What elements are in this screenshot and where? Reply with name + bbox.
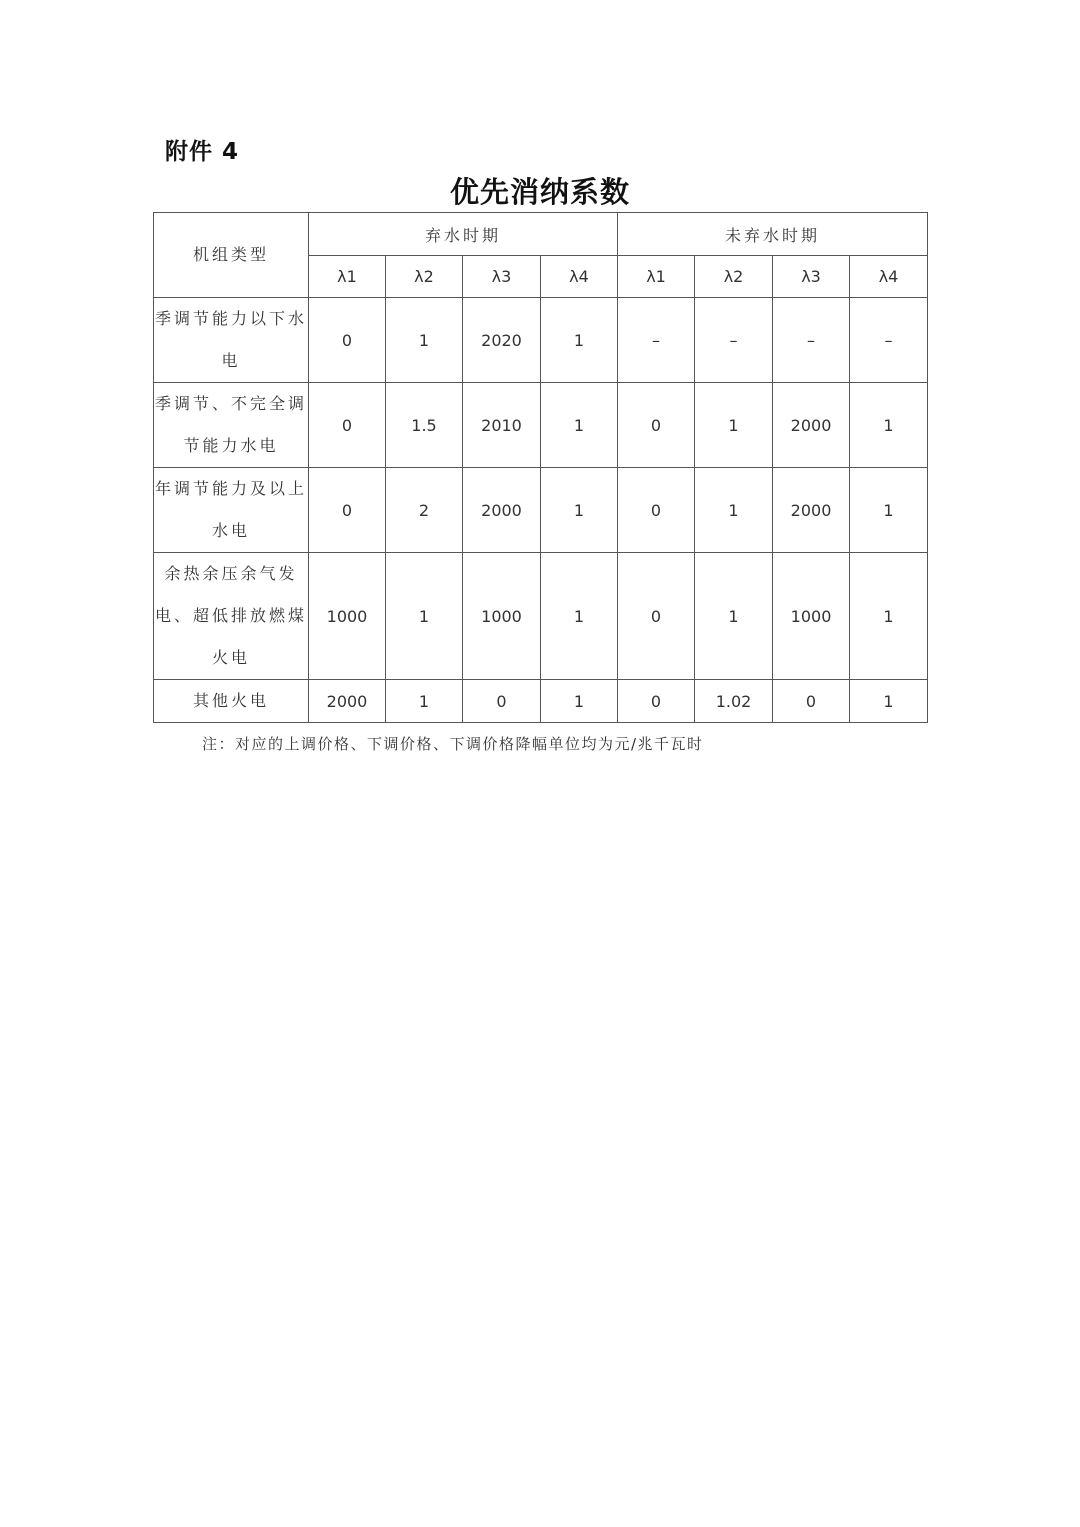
table-cell: 1 [695, 553, 773, 680]
lambda-header: λ4 [541, 256, 618, 298]
table-cell: 1000 [309, 553, 386, 680]
lambda-header: λ2 [386, 256, 463, 298]
table-group-header-row [154, 213, 928, 256]
table-cell: 1 [541, 383, 618, 468]
table-row [154, 298, 928, 383]
table-cell: 1 [541, 468, 618, 553]
table-cell: 1 [386, 298, 463, 383]
table-cell: 0 [618, 553, 695, 680]
lambda-header: λ3 [773, 256, 850, 298]
table-cell: 1 [850, 680, 928, 723]
unit-type-cell: 余热余压余气发电、超低排放燃煤火电 [154, 553, 309, 680]
table-cell: 1 [850, 383, 928, 468]
priority-coefficient-table [153, 212, 928, 723]
unit-type-header: 机组类型 [154, 213, 309, 298]
table-cell: 2000 [773, 383, 850, 468]
table-cell: 2000 [463, 468, 541, 553]
table-cell: – [850, 298, 928, 383]
table-cell: 0 [618, 680, 695, 723]
group-header-non-spill-period: 未弃水时期 [618, 213, 928, 256]
table-cell: 2000 [773, 468, 850, 553]
lambda-header: λ2 [695, 256, 773, 298]
lambda-header: λ4 [850, 256, 928, 298]
table-cell: 1 [541, 680, 618, 723]
table-cell: 0 [309, 298, 386, 383]
table-cell: 2020 [463, 298, 541, 383]
table-note: 注：对应的上调价格、下调价格、下调价格降幅单位均为元/兆千瓦时 [202, 735, 704, 753]
table-cell: 2010 [463, 383, 541, 468]
unit-type-cell: 季调节、不完全调节能力水电 [154, 383, 309, 468]
lambda-header: λ1 [309, 256, 386, 298]
table-cell: – [773, 298, 850, 383]
unit-type-cell: 年调节能力及以上水电 [154, 468, 309, 553]
document-title: 优先消纳系数 [449, 175, 630, 209]
table-cell: 0 [773, 680, 850, 723]
table-cell: 0 [463, 680, 541, 723]
table-cell: 2000 [309, 680, 386, 723]
table-cell: 1 [850, 468, 928, 553]
table-cell: 1.02 [695, 680, 773, 723]
table-cell: 1 [541, 553, 618, 680]
table-cell: 1 [695, 468, 773, 553]
table-cell: 0 [618, 468, 695, 553]
unit-type-cell: 其他火电 [154, 680, 309, 723]
lambda-header: λ3 [463, 256, 541, 298]
table-cell: – [618, 298, 695, 383]
table-cell: 1 [850, 553, 928, 680]
table-row [154, 553, 928, 680]
table-cell: 0 [309, 468, 386, 553]
table-cell: 0 [309, 383, 386, 468]
group-header-spill-period: 弃水时期 [309, 213, 618, 256]
table-row [154, 383, 928, 468]
attachment-label: 附件 4 [165, 139, 240, 165]
table-cell: 1.5 [386, 383, 463, 468]
table-cell: 2 [386, 468, 463, 553]
table-cell: – [695, 298, 773, 383]
table-cell: 0 [618, 383, 695, 468]
lambda-header: λ1 [618, 256, 695, 298]
table-cell: 1 [386, 553, 463, 680]
table-row [154, 468, 928, 553]
table-cell: 1000 [463, 553, 541, 680]
table-row [154, 680, 928, 723]
table-cell: 1 [541, 298, 618, 383]
unit-type-cell: 季调节能力以下水电 [154, 298, 309, 383]
table-cell: 1 [386, 680, 463, 723]
table-cell: 1 [695, 383, 773, 468]
table-cell: 1000 [773, 553, 850, 680]
